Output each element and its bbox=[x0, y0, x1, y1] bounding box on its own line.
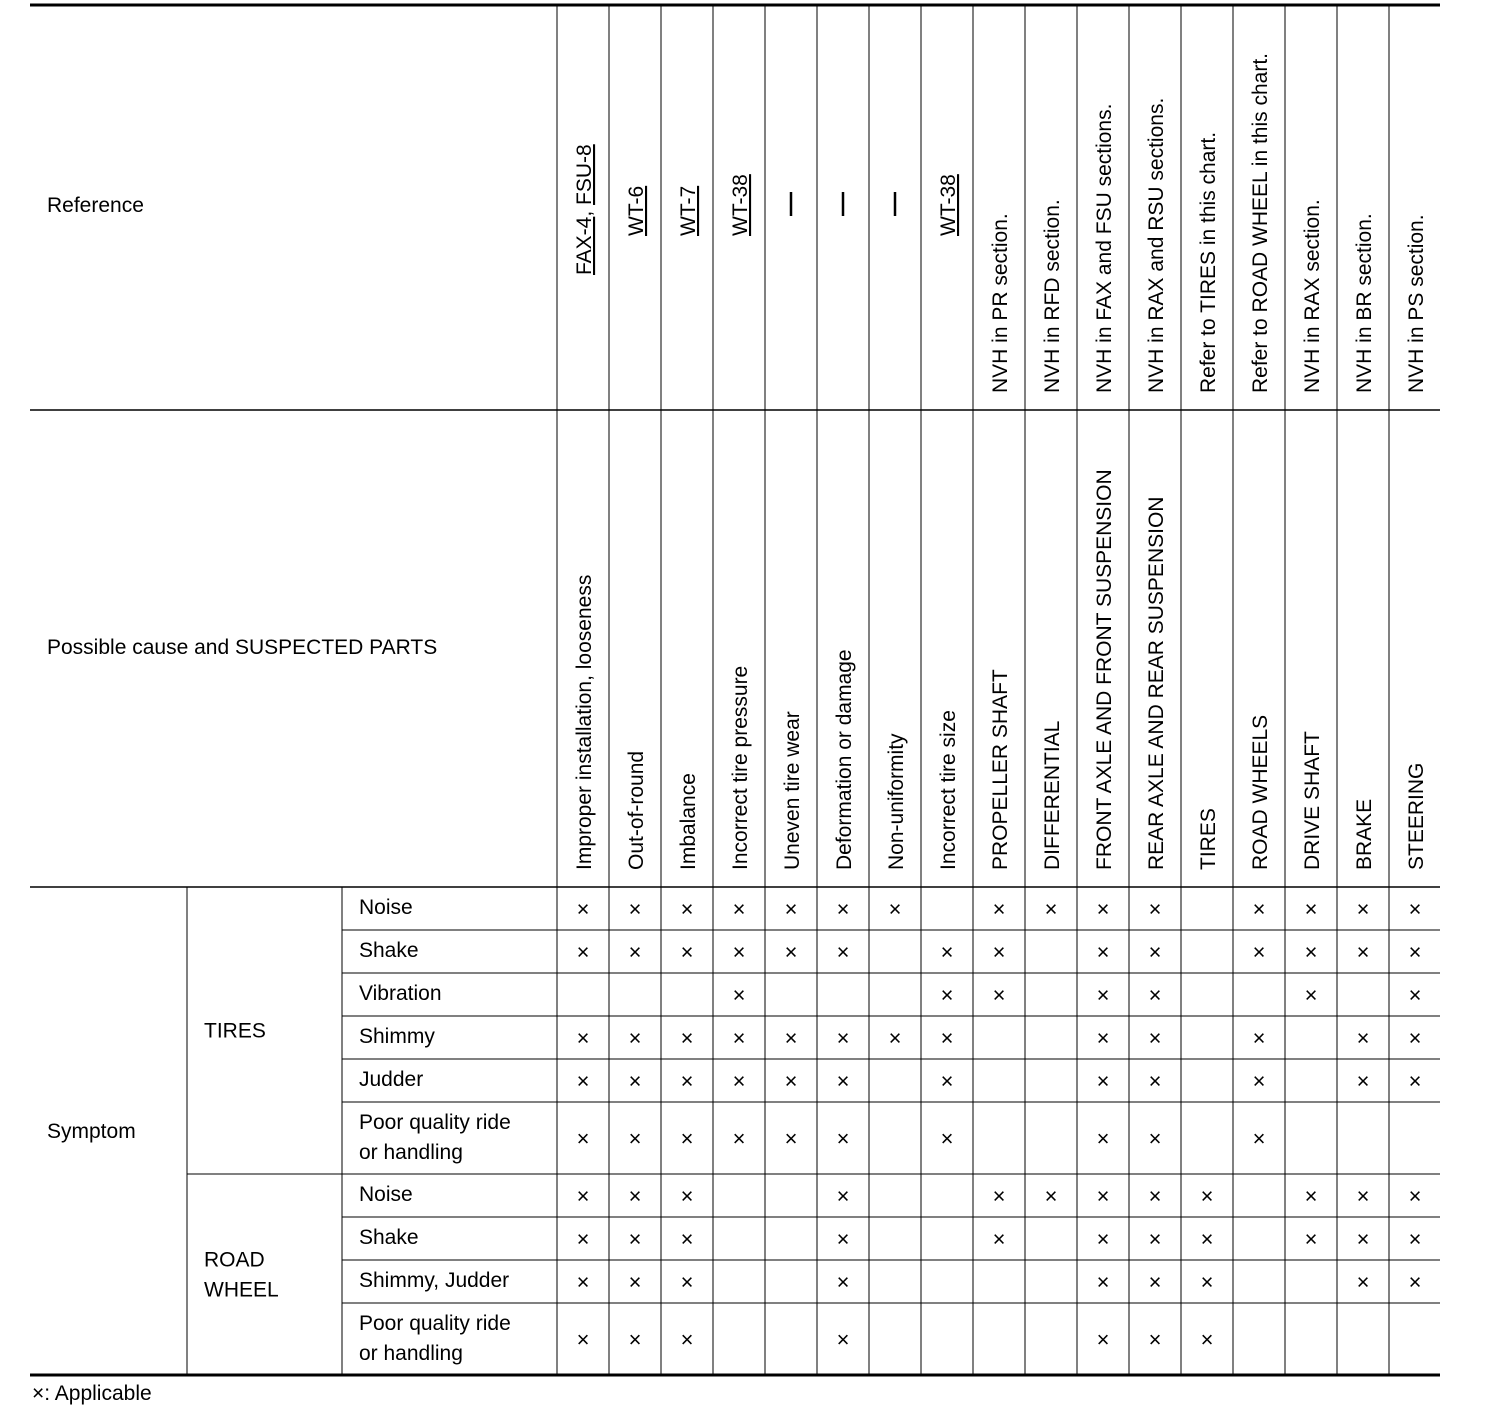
part-label: REAR AXLE AND REAR SUSPENSION bbox=[1145, 496, 1168, 870]
applicable-mark: × bbox=[1252, 1068, 1266, 1094]
applicable-mark: × bbox=[1356, 1269, 1370, 1295]
applicable-mark: × bbox=[680, 1269, 694, 1295]
applicable-mark: × bbox=[680, 1025, 694, 1051]
reference-link[interactable]: WT-38 bbox=[937, 174, 960, 236]
applicable-mark: × bbox=[576, 1068, 590, 1094]
reference-label: Reference bbox=[47, 194, 144, 217]
applicable-mark: × bbox=[1148, 896, 1162, 922]
applicable-mark: × bbox=[628, 1183, 642, 1209]
applicable-mark: × bbox=[1096, 939, 1110, 965]
applicable-mark: × bbox=[940, 939, 954, 965]
applicable-mark: × bbox=[1148, 982, 1162, 1008]
applicable-mark: × bbox=[784, 939, 798, 965]
applicable-mark: × bbox=[836, 1025, 850, 1051]
applicable-mark: × bbox=[1252, 939, 1266, 965]
group-label: WHEEL bbox=[204, 1278, 279, 1302]
applicable-mark: × bbox=[1044, 896, 1058, 922]
applicable-mark: × bbox=[836, 1226, 850, 1252]
applicable-mark: × bbox=[680, 1327, 694, 1352]
parts-label: Possible cause and SUSPECTED PARTS bbox=[47, 636, 438, 659]
applicable-mark: × bbox=[1148, 939, 1162, 965]
applicable-mark: × bbox=[1200, 1226, 1214, 1252]
reference-link[interactable]: WT-38 bbox=[729, 174, 752, 236]
applicable-mark: × bbox=[576, 1183, 590, 1209]
symptom-label: Symptom bbox=[47, 1120, 136, 1143]
applicable-mark: × bbox=[680, 1126, 694, 1151]
symptom-name: Poor quality ride bbox=[359, 1111, 511, 1134]
applicable-mark: × bbox=[576, 1269, 590, 1295]
applicable-mark: × bbox=[1200, 1183, 1214, 1209]
part-label: Deformation or damage bbox=[833, 649, 856, 870]
applicable-mark: × bbox=[784, 896, 798, 922]
applicable-mark: × bbox=[732, 1025, 746, 1051]
applicable-mark: × bbox=[576, 939, 590, 965]
applicable-mark: × bbox=[1356, 896, 1370, 922]
applicable-mark: × bbox=[1304, 982, 1318, 1008]
applicable-mark: × bbox=[1096, 1269, 1110, 1295]
applicable-mark: × bbox=[1096, 1226, 1110, 1252]
applicable-mark: × bbox=[992, 896, 1006, 922]
applicable-mark: × bbox=[680, 896, 694, 922]
applicable-mark: × bbox=[1148, 1183, 1162, 1209]
applicable-mark: × bbox=[940, 1025, 954, 1051]
applicable-mark: × bbox=[940, 982, 954, 1008]
reference-text: NVH in RAX section. bbox=[1301, 199, 1324, 393]
part-label: DRIVE SHAFT bbox=[1301, 731, 1324, 870]
applicable-mark: × bbox=[1304, 1226, 1318, 1252]
applicable-mark: × bbox=[1408, 939, 1422, 965]
part-label: TIRES bbox=[1197, 808, 1220, 870]
part-label: Incorrect tire pressure bbox=[729, 665, 752, 870]
reference-text: NVH in BR section. bbox=[1353, 213, 1376, 393]
part-label: Uneven tire wear bbox=[781, 711, 804, 870]
group-label: ROAD bbox=[204, 1248, 265, 1272]
applicable-mark: × bbox=[784, 1025, 798, 1051]
symptom-name: Shimmy bbox=[359, 1025, 435, 1048]
part-label: STEERING bbox=[1405, 762, 1428, 870]
legend: ×: Applicable bbox=[32, 1382, 152, 1405]
reference-text: NVH in PS section. bbox=[1405, 214, 1428, 393]
applicable-mark: × bbox=[1408, 1226, 1422, 1252]
applicable-mark: × bbox=[1096, 896, 1110, 922]
applicable-mark: × bbox=[1408, 1025, 1422, 1051]
reference-text: NVH in FAX and FSU sections. bbox=[1093, 103, 1116, 393]
applicable-mark: × bbox=[836, 1126, 850, 1151]
part-label: DIFFERENTIAL bbox=[1041, 720, 1064, 870]
symptom-name: Judder bbox=[359, 1068, 424, 1091]
applicable-mark: × bbox=[576, 1126, 590, 1151]
part-label: ROAD WHEELS bbox=[1249, 714, 1272, 870]
applicable-mark: × bbox=[836, 1269, 850, 1295]
reference-text: NVH in PR section. bbox=[989, 213, 1012, 393]
symptom-name: Noise bbox=[359, 896, 413, 919]
applicable-mark: × bbox=[576, 896, 590, 922]
symptom-name: Shimmy, Judder bbox=[359, 1269, 510, 1292]
applicable-mark: × bbox=[1356, 1068, 1370, 1094]
applicable-mark: × bbox=[1096, 1025, 1110, 1051]
applicable-mark: × bbox=[628, 1025, 642, 1051]
applicable-mark: × bbox=[1096, 1327, 1110, 1352]
applicable-mark: × bbox=[680, 1068, 694, 1094]
applicable-mark: × bbox=[1148, 1269, 1162, 1295]
symptom-name: Poor quality ride bbox=[359, 1312, 511, 1335]
applicable-mark: × bbox=[1148, 1068, 1162, 1094]
applicable-mark: × bbox=[680, 1226, 694, 1252]
applicable-mark: × bbox=[628, 896, 642, 922]
applicable-mark: × bbox=[1304, 939, 1318, 965]
applicable-mark: × bbox=[732, 896, 746, 922]
applicable-mark: × bbox=[1096, 982, 1110, 1008]
applicable-mark: × bbox=[784, 1068, 798, 1094]
applicable-mark: × bbox=[1148, 1025, 1162, 1051]
applicable-mark: × bbox=[836, 1183, 850, 1209]
applicable-mark: × bbox=[576, 1226, 590, 1252]
applicable-mark: × bbox=[992, 982, 1006, 1008]
applicable-mark: × bbox=[1304, 1183, 1318, 1209]
part-label: Out-of-round bbox=[625, 750, 648, 870]
part-label: Incorrect tire size bbox=[937, 710, 960, 870]
applicable-mark: × bbox=[992, 1183, 1006, 1209]
symptom-name: Shake bbox=[359, 1226, 419, 1249]
reference-text: Refer to TIRES in this chart. bbox=[1197, 131, 1220, 393]
applicable-mark: × bbox=[628, 1068, 642, 1094]
applicable-mark: × bbox=[1356, 1183, 1370, 1209]
applicable-mark: × bbox=[836, 1068, 850, 1094]
applicable-mark: × bbox=[1408, 1183, 1422, 1209]
applicable-mark: × bbox=[576, 1025, 590, 1051]
reference-link[interactable]: WT-6 bbox=[625, 185, 648, 236]
applicable-mark: × bbox=[940, 1068, 954, 1094]
applicable-mark: × bbox=[732, 1068, 746, 1094]
part-label: Improper installation, looseness bbox=[573, 574, 596, 870]
applicable-mark: × bbox=[1304, 896, 1318, 922]
applicable-mark: × bbox=[732, 1126, 746, 1151]
symptom-name: Vibration bbox=[359, 982, 442, 1005]
applicable-mark: × bbox=[1096, 1183, 1110, 1209]
part-label: BRAKE bbox=[1353, 798, 1376, 870]
applicable-mark: × bbox=[1200, 1327, 1214, 1352]
applicable-mark: × bbox=[836, 896, 850, 922]
applicable-mark: × bbox=[992, 939, 1006, 965]
applicable-mark: × bbox=[888, 1025, 902, 1051]
applicable-mark: × bbox=[680, 1183, 694, 1209]
applicable-mark: × bbox=[628, 1126, 642, 1151]
reference-text: NVH in RFD section. bbox=[1041, 199, 1064, 393]
applicable-mark: × bbox=[836, 939, 850, 965]
applicable-mark: × bbox=[1408, 1068, 1422, 1094]
applicable-mark: × bbox=[1096, 1126, 1110, 1151]
part-label: FRONT AXLE AND FRONT SUSPENSION bbox=[1093, 469, 1116, 870]
applicable-mark: × bbox=[1200, 1269, 1214, 1295]
applicable-mark: × bbox=[1356, 939, 1370, 965]
applicable-mark: × bbox=[1148, 1226, 1162, 1252]
applicable-mark: × bbox=[1356, 1226, 1370, 1252]
applicable-mark: × bbox=[1408, 982, 1422, 1008]
symptom-name: Shake bbox=[359, 939, 419, 962]
applicable-mark: × bbox=[784, 1126, 798, 1151]
symptom-name: or handling bbox=[359, 1342, 463, 1365]
applicable-mark: × bbox=[1044, 1183, 1058, 1209]
applicable-mark: × bbox=[1252, 896, 1266, 922]
applicable-mark: × bbox=[732, 982, 746, 1008]
reference-text: Refer to ROAD WHEEL in this chart. bbox=[1249, 53, 1272, 393]
reference-text: NVH in RAX and RSU sections. bbox=[1145, 97, 1168, 393]
applicable-mark: × bbox=[576, 1327, 590, 1352]
applicable-mark: × bbox=[680, 939, 694, 965]
applicable-mark: × bbox=[1408, 1269, 1422, 1295]
reference-link[interactable]: FAX-4, FSU-8 bbox=[573, 144, 596, 275]
applicable-mark: × bbox=[1148, 1327, 1162, 1352]
applicable-mark: × bbox=[1096, 1068, 1110, 1094]
part-label: Non-uniformity bbox=[885, 733, 908, 870]
applicable-mark: × bbox=[628, 1226, 642, 1252]
applicable-mark: × bbox=[1252, 1126, 1266, 1151]
applicable-mark: × bbox=[628, 1327, 642, 1352]
applicable-mark: × bbox=[732, 939, 746, 965]
part-label: Imbalance bbox=[677, 773, 700, 870]
applicable-mark: × bbox=[628, 939, 642, 965]
part-label: PROPELLER SHAFT bbox=[989, 669, 1012, 870]
symptom-name: or handling bbox=[359, 1141, 463, 1164]
group-label: TIRES bbox=[204, 1019, 266, 1043]
reference-link[interactable]: WT-7 bbox=[677, 185, 700, 236]
symptom-name: Noise bbox=[359, 1183, 413, 1206]
applicable-mark: × bbox=[1148, 1126, 1162, 1151]
applicable-mark: × bbox=[628, 1269, 642, 1295]
applicable-mark: × bbox=[836, 1327, 850, 1352]
applicable-mark: × bbox=[940, 1126, 954, 1151]
applicable-mark: × bbox=[1356, 1025, 1370, 1051]
applicable-mark: × bbox=[1408, 896, 1422, 922]
applicable-mark: × bbox=[1252, 1025, 1266, 1051]
applicable-mark: × bbox=[992, 1226, 1006, 1252]
applicable-mark: × bbox=[888, 896, 902, 922]
